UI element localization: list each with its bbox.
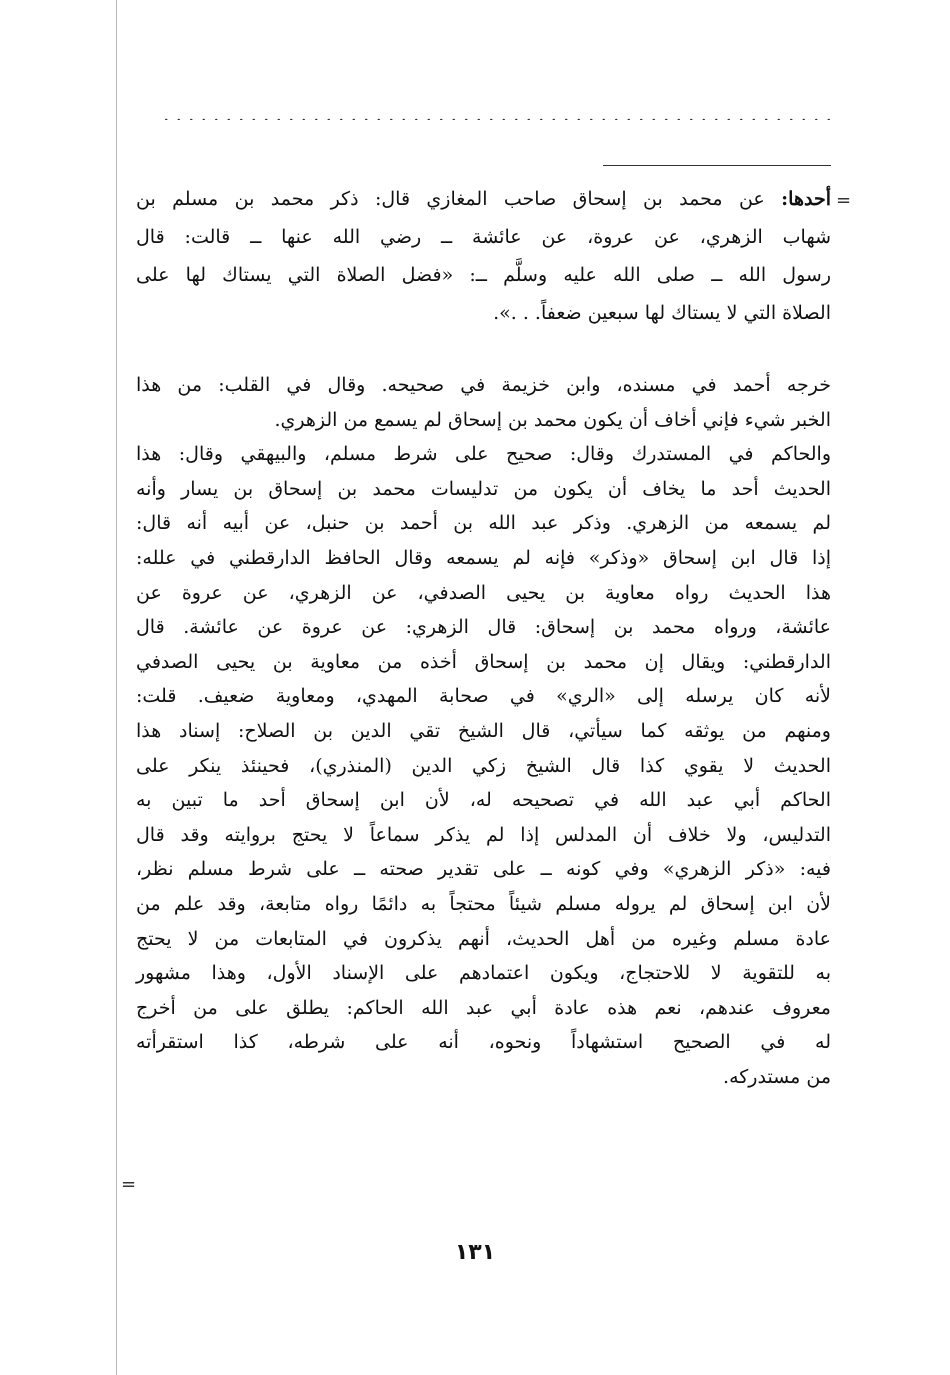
text-line: الحديث أحد ما يخاف أن يكون من تدليسات محمد بن إسحاق بن يسار وأنه: [136, 477, 831, 500]
text-line: فيه: «ذكر الزهري» وفي كونه ــ على تقدير صحته ــ على شرط مسلم نظر،: [136, 858, 831, 881]
text-line: معروف عندهم، نعم هذه عادة أبي عبد الله الحاكم: يطلق على من أخرج: [136, 996, 831, 1019]
text-line: عادة مسلم وغيره من أهل الحديث، أنهم يذكرون في المتابعات من لا يحتج: [136, 927, 831, 950]
text-line: لم يسمعه من الزهري. وذكر عبد الله بن أحمد بن حنبل، عن أبيه أنه قال:: [136, 512, 831, 535]
text-line: [136, 180, 831, 218]
text-line: به للتقوية لا للاحتجاج، ويكون اعتمادهم على الإسناد الأول، وهذا مشهور: [136, 962, 831, 985]
continuation-mark-right: =: [836, 190, 852, 211]
text-line: لأن ابن إسحاق لم يروله مسلم شيئاً محتجاً به دائمًا رواه متابعة، وقد علم من: [136, 892, 831, 915]
text-line: من مستدركه.: [723, 1065, 831, 1088]
text-line: ومنهم من يوثقه كما سيأتي، قال الشيخ تقي الدين بن الصلاح: إسناد هذا: [136, 719, 831, 742]
text-line: عائشة، ورواه محمد بن إسحاق: قال الزهري: عن عروة عن عائشة. قال: [136, 616, 831, 639]
text-line: الخبر شيء فإني أخاف أن يكون محمد بن إسحاق لم يسمع من الزهري.: [274, 408, 831, 431]
text-line: الدارقطني: ويقال إن محمد بن إسحاق أخذه من معاوية بن يحيى الصدفي: [136, 650, 831, 673]
dotted-separator: [160, 118, 840, 120]
text-line: شهاب الزهري، عن عروة، عن عائشة ــ رضي الله عنها ــ قالت: قال: [136, 226, 831, 248]
page-number: ١٣١: [454, 1240, 496, 1265]
continuation-mark-left: =: [121, 1174, 137, 1195]
footnote-rule: [603, 165, 831, 166]
text-line: الحاكم أبي عبد الله في تصحيحه له، لأن ابن إسحاق أحد ما تبين به: [136, 789, 831, 812]
lead-word: أحدها:: [781, 188, 831, 210]
text-line: لأنه كان يرسله إلى «الري» في صحابة المهدي، ومعاوية ضعيف. قلت:: [136, 685, 831, 708]
page-edge-line: [116, 0, 117, 1375]
text-line: له في الصحيح استشهاداً ونحوه، أنه على شرطه، كذا استقرأته: [136, 1031, 831, 1054]
text-line: إذا قال ابن إسحاق «وذكر» فإنه لم يسمعه وقال الحافظ الدارقطني في علله:: [136, 546, 831, 569]
footnote-paragraph-1: [136, 180, 831, 332]
text-line: الصلاة التي لا يستاك لها سبعين ضعفاً. . .».: [493, 302, 831, 324]
text-line: رسول الله ــ صلى الله عليه وسلَّم ــ: «فضل الصلاة التي يستاك لها على: [136, 264, 831, 286]
text-line: والحاكم في المستدرك وقال: صحيح على شرط مسلم، والبيهقي وقال: هذا: [136, 443, 831, 466]
text-span: عن محمد بن إسحاق صاحب المغازي قال: ذكر محمد بن مسلم بن: [136, 188, 765, 210]
text-line: هذا الحديث رواه معاوية بن يحيى الصدفي، عن الزهري، عن عروة عن: [136, 581, 831, 604]
text-line: الحديث لا يقوي كذا قال الشيخ زكي الدين (المنذري)، فحينئذ ينكر على: [136, 754, 831, 777]
footnote-paragraph-2: [136, 368, 831, 1094]
text-line: التدليس، ولا خلاف أن المدلس إذا لم يذكر سماعاً لا يحتج بروايته وقد قال: [136, 823, 831, 846]
text-line: خرجه أحمد في مسنده، وابن خزيمة في صحيحه. وقال في القلب: من هذا: [136, 374, 831, 396]
